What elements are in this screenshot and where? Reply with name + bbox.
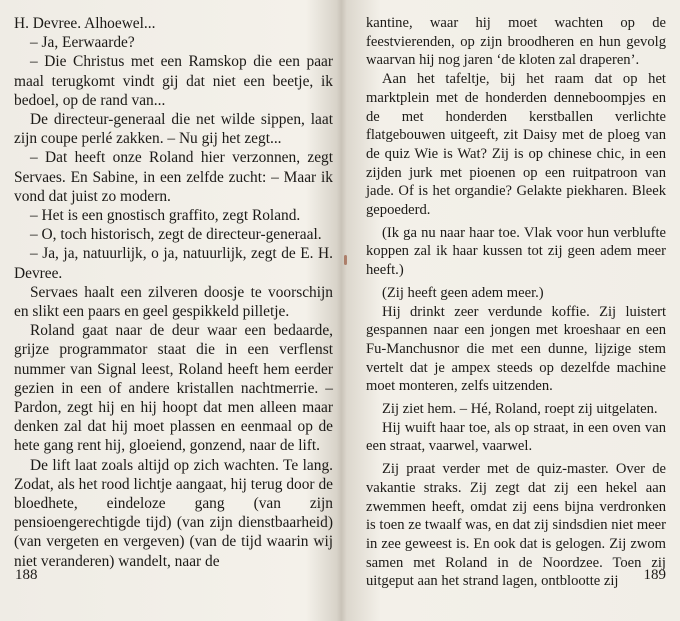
paragraph: Roland gaat naar de deur waar een bedaarde, grijze programmator staat die in een verflenst nummer van Signal leest, Roland heeft hem eerder gezien in een of andere kristallen nachtmerrie. – Pardon, zegt hij en hij hoopt dat men alleen maar denken zal dat hij moet plassen en eenmaal op de hete gang rent hij, gloeiend, gonzend, naar de lift.	[14, 322, 333, 455]
paragraph: – Het is een gnostisch graffito, zegt Roland.	[30, 207, 301, 225]
paragraph: – Die Christus met een Ramskop die een paar maal terugkomt vindt gij dat niet een beetje, ik bedoel, op de rand van...	[14, 53, 333, 109]
paragraph: H. Devree. Alhoewel...	[14, 15, 156, 32]
paragraph: Hij drinkt zeer verdunde koffie. Zij luistert gespannen naar een jongen met kroeshaar en een Fu-Manchusnor die met een dunne, lijzige stem vertelt dat je ampex steeds op dezelfde machine moet monteren, zelfs uitzenden.	[366, 303, 666, 395]
paragraph: Hij wuift haar toe, als op straat, in een oven van een straat, vaarwel, vaarwel.	[366, 419, 666, 455]
page-number: 189	[643, 567, 666, 583]
paragraph: De lift laat zoals altijd op zich wachten. Te lang. Zodat, als het rood lichtje aangaat, hij terug door de bloedhete, eindeloze gang (van zijn pensioengerechtigde tijd) (van zijn dienstbaarheid) (van vergeten en vergeven) (van de tijd waarin wij niet veranderen) wandelt, naar de	[14, 456, 333, 570]
paragraph: Servaes haalt een zilveren doosje te voorschijn en slikt een paars en geel gespikkeld pilletje.	[14, 283, 333, 321]
left-page-text	[14, 14, 333, 571]
paragraph: – O, toch historisch, zegt de directeur-generaal.	[30, 226, 322, 244]
paragraph: – Ja, Eerwaarde?	[30, 34, 135, 52]
paragraph: Aan het tafeltje, bij het raam dat op het marktplein met de honderden denneboompjes en de met honderden kerstballen verlichte flatgebouwen uitgeeft, zit Daisy met de ploeg van de quiz Wie is Wat? Zij is op chinese chic, in een zijden jurk met pioenen op een ruitpatroon van jade. Of is het organdie? Gelakte piekharen. Bleek gepoederd.	[366, 71, 666, 219]
paragraph: Zij ziet hem. – Hé, Roland, roept zij uitgelaten.	[382, 401, 658, 418]
paragraph: – Ja, ja, natuurlijk, o ja, natuurlijk, zegt de E. H. Devree.	[14, 245, 333, 282]
paragraph: Zij praat verder met de quiz-master. Over de vakantie straks. Zij zegt dat zij een hekel aan zwemmen heeft, omdat zij eens bijna verdronken is toen ze twaalf was, en dat zij sindsdien niet meer in zee geweest is. En ook dat is gelogen. Zij zwom samen met Roland in de Noordzee. Toen zij uitgeput aan het strand lagen, ontblootte zij	[366, 461, 666, 590]
right-page	[345, 0, 680, 621]
paragraph: (Zij heeft geen adem meer.)	[382, 284, 544, 301]
paragraph: De directeur-generaal die net wilde sippen, laat zijn coupe perlé zakken. – Nu gij het zegt...	[14, 111, 333, 148]
right-page-text	[366, 14, 666, 591]
paragraph: – Dat heeft onze Roland hier verzonnen, zegt Servaes. En Sabine, in een zelfde zucht: – Maar ik vond dat juist zo modern.	[14, 149, 333, 205]
paragraph: (Ik ga nu naar haar toe. Vlak voor hun verblufte koppen zal ik haar kussen tot zij geen adem meer heeft.)	[366, 224, 666, 279]
paragraph: kantine, waar hij moet wachten op de feestvierenden, op zijn broodheren en hun gevolg waarvan hij nog jaren ‘de kloten zal draperen’.	[366, 15, 666, 69]
page-number: 188	[15, 567, 38, 583]
